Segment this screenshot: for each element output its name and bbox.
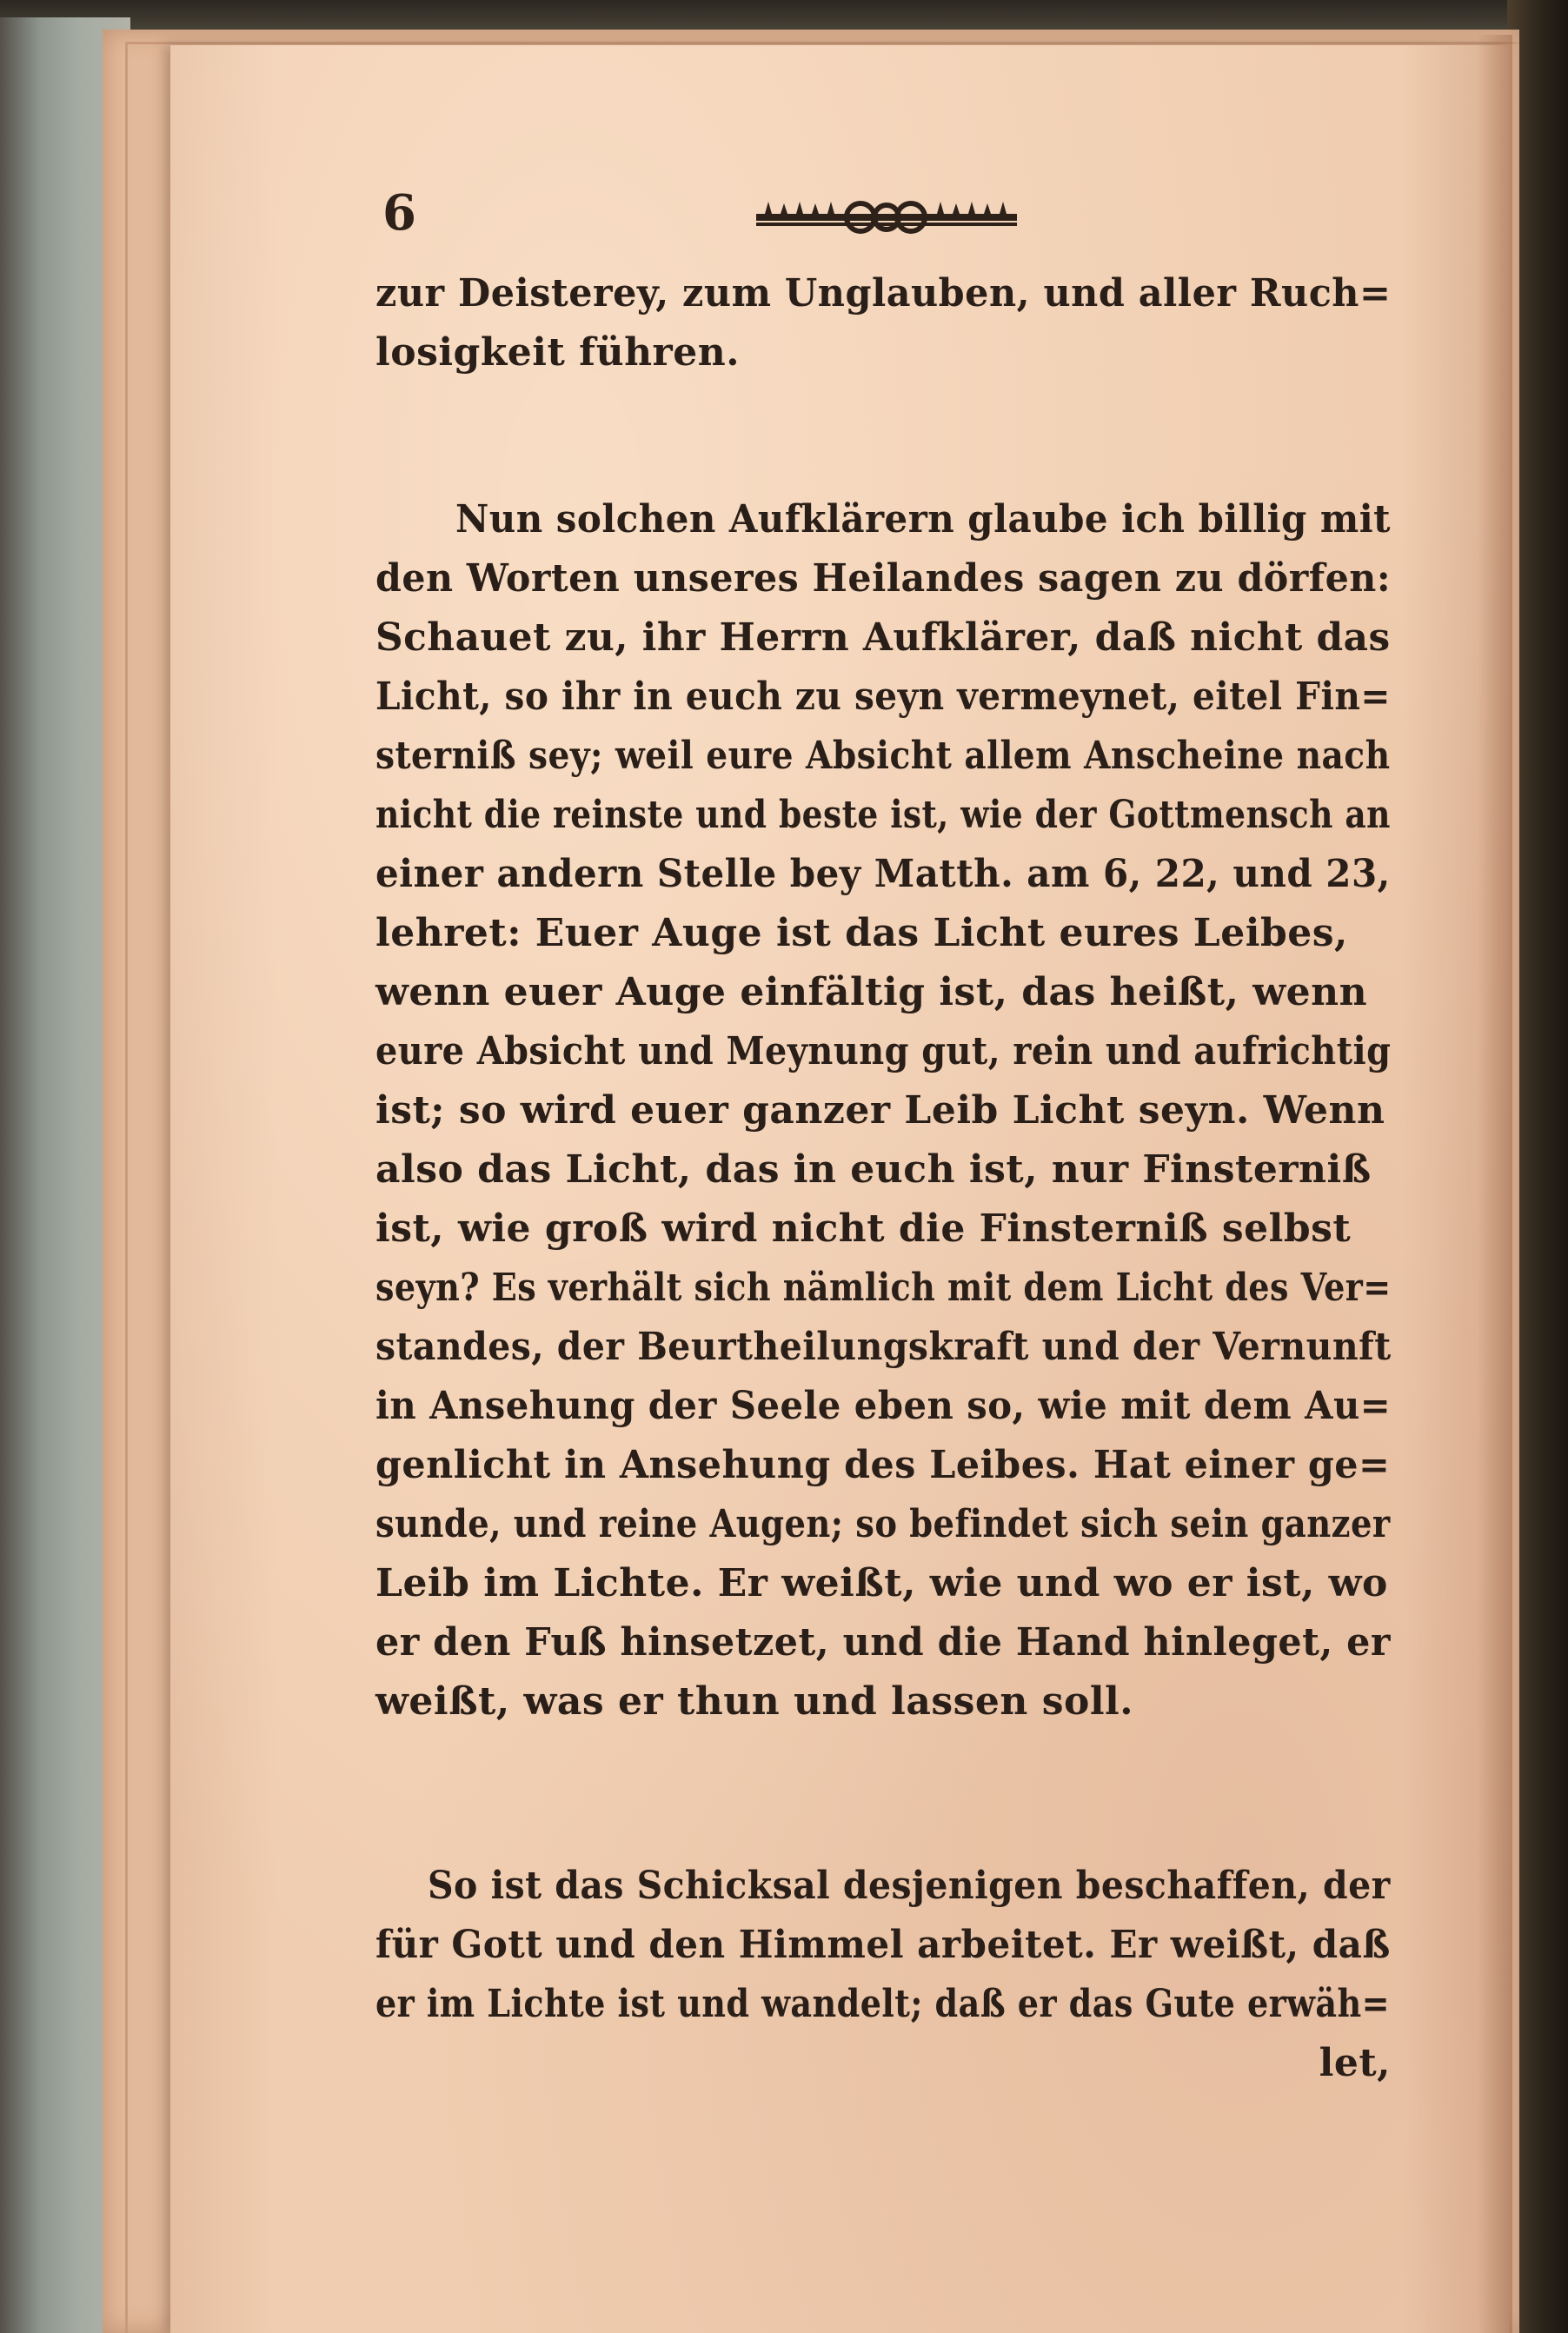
page-number: 6 (382, 184, 416, 242)
text-line: eure Absicht und Meynung gut, rein und aufrichtig (375, 1029, 1392, 1073)
text-line: weißt, was er thun und lassen soll. (375, 1679, 1134, 1724)
text-line: losigkeit führen. (375, 330, 741, 375)
text-line: er den Fuß hinsetzet, und die Hand hinleget, er (375, 1620, 1391, 1665)
text-line: einer andern Stelle bey Matth. am 6, 22, und 23, (375, 852, 1391, 896)
book-cover-top (0, 0, 1568, 33)
text-line: sunde, und reine Augen; so befindet sich sein ganzer (375, 1502, 1391, 1546)
text-line: Nun solchen Aufklärern glaube ich billig mit (455, 497, 1391, 542)
text-line: Licht, so ihr in euch zu seyn vermeynet, eitel Fin= (375, 675, 1391, 719)
text-line: nicht die reinste und beste ist, wie der Gottmensch an (375, 793, 1391, 837)
text-line: wenn euer Auge einfältig ist, das heißt, wenn (375, 970, 1368, 1014)
text-line: sterniß sey; weil eure Absicht allem Anscheine nach (375, 734, 1391, 778)
decorative-ornament-icon (756, 191, 1017, 243)
text-line: in Ansehung der Seele eben so, wie mit dem Au= (375, 1384, 1392, 1428)
text-line: für Gott und den Himmel arbeitet. Er weißt, daß (375, 1923, 1391, 1967)
text-line: standes, der Beurtheilungskraft und der Vernunft (375, 1325, 1392, 1369)
page-header (382, 183, 1391, 243)
text-line: also das Licht, das in euch ist, nur Finsterniß (375, 1147, 1372, 1192)
text-line: seyn? Es verhält sich nämlich mit dem Licht des Ver= (375, 1266, 1392, 1310)
text-line: genlicht in Ansehung des Leibes. Hat einer ge= (375, 1443, 1391, 1487)
text-line: ist, wie groß wird nicht die Finsterniß selbst (375, 1206, 1352, 1251)
text-line: zur Deisterey, zum Unglauben, und aller Ruch= (375, 271, 1392, 316)
text-line: lehret: Euer Auge ist das Licht eures Leibes, (375, 911, 1348, 955)
text-line: Leib im Lichte. Er weißt, wie und wo er ist, wo (375, 1561, 1388, 1605)
page-gutter-shadow (1478, 35, 1512, 2333)
text-line: den Worten unseres Heilandes sagen zu dörfen: (375, 556, 1392, 601)
text-line: er im Lichte ist und wandelt; daß er das Gute erwäh= (375, 1982, 1391, 2026)
text-line: ist; so wird euer ganzer Leib Licht seyn. Wenn (375, 1088, 1385, 1133)
text-line: So ist das Schicksal desjenigen beschaffen, der (428, 1864, 1391, 1908)
catchword: let, (1319, 2041, 1391, 2085)
text-line: Schauet zu, ihr Herrn Aufklärer, daß nicht das (375, 615, 1391, 660)
